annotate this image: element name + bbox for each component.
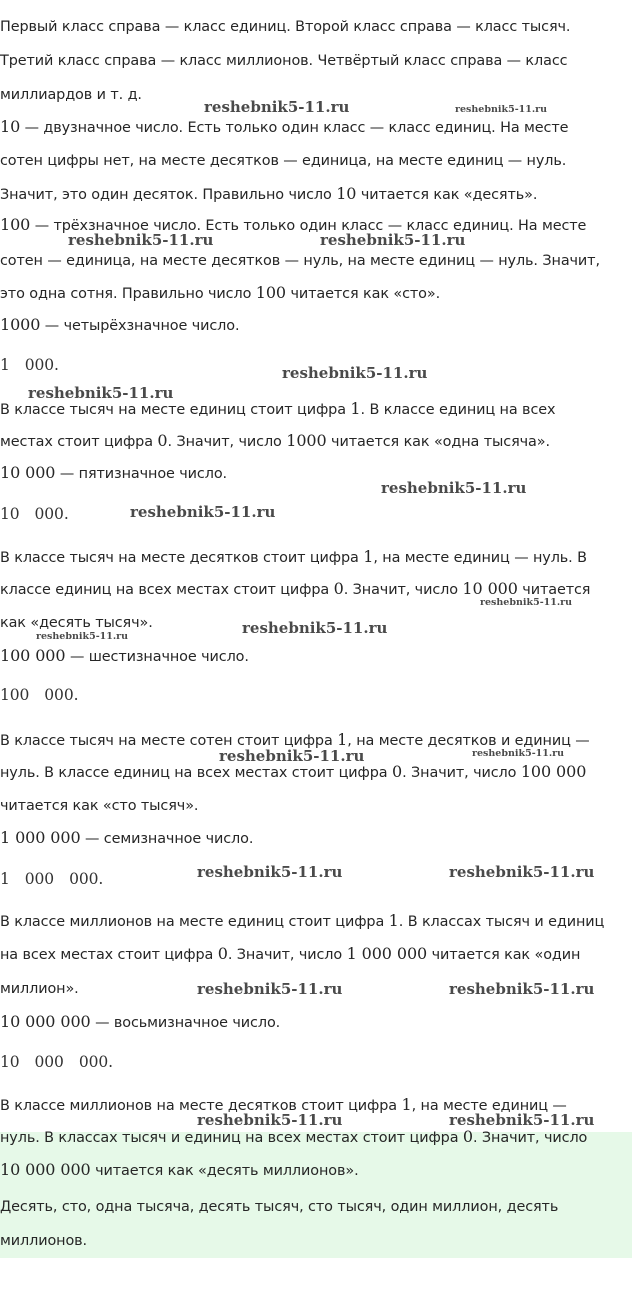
text-line: миллиардов и т. д.: [0, 87, 142, 103]
text-line: это одна сотня. Правильно число 100 читается как «сто».: [0, 283, 441, 302]
number: 10 000 000: [0, 1160, 91, 1179]
number: 100: [0, 215, 31, 234]
text-line: Первый класс справа — класс единиц. Второй класс справа — класс тысяч.: [0, 19, 571, 35]
number: 10 000: [462, 579, 518, 598]
text-line: 1000 — четырёхзначное число.: [0, 315, 240, 334]
text-line: В классе тысяч на месте десятков стоит цифра 1, на месте единиц — нуль. В: [0, 547, 587, 566]
number: 1000: [286, 431, 327, 450]
text-line: 100 000 — шестизначное число.: [0, 646, 249, 665]
class-split: 100 000.: [0, 686, 79, 704]
number: 1: [350, 399, 361, 418]
number: 0: [217, 944, 228, 963]
text-line: В классе тысяч на месте сотен стоит цифра 1, на месте десятков и единиц —: [0, 730, 590, 749]
number: 1: [363, 547, 374, 566]
class-split: 1 000.: [0, 356, 59, 374]
text-line: сотен цифры нет, на месте десятков — единица, на месте единиц — нуль.: [0, 153, 567, 169]
text-line: нуль. В классе единиц на всех местах стоит цифра 0. Значит, число 100 000: [0, 762, 587, 781]
text-line: 1 000 000 — семизначное число.: [0, 828, 254, 847]
answer-highlight: [0, 1132, 632, 1258]
watermark: reshebnik5-11.ru: [455, 104, 548, 115]
watermark: reshebnik5-11.ru: [197, 1111, 343, 1129]
answer-line: миллионов.: [0, 1233, 88, 1249]
text-line: 10 — двузначное число. Есть только один класс — класс единиц. На месте: [0, 117, 569, 136]
number: 100: [255, 283, 286, 302]
watermark: reshebnik5-11.ru: [472, 748, 565, 759]
text-line: миллион».: [0, 981, 79, 997]
watermark: reshebnik5-11.ru: [242, 619, 388, 637]
number: 10: [0, 117, 21, 136]
class-split: 1 000 000.: [0, 870, 104, 888]
number: 0: [333, 579, 344, 598]
number: 1: [401, 1095, 412, 1114]
number: 1: [388, 911, 399, 930]
text-line: В классе тысяч на месте единиц стоит цифра 1. В классе единиц на всех: [0, 399, 556, 418]
number: 10 000 000: [0, 1012, 91, 1031]
text-line: Значит, это один десяток. Правильно число 10 читается как «десять».: [0, 184, 538, 203]
watermark: reshebnik5-11.ru: [36, 631, 129, 642]
text-line: В классе миллионов на месте десятков стоит цифра 1, на месте единиц —: [0, 1095, 567, 1114]
text-line: Третий класс справа — класс миллионов. Четвёртый класс справа — класс: [0, 53, 568, 69]
class-split: 10 000 000.: [0, 1053, 113, 1071]
watermark: reshebnik5-11.ru: [197, 863, 343, 881]
watermark: reshebnik5-11.ru: [449, 863, 595, 881]
watermark: reshebnik5-11.ru: [219, 747, 365, 765]
number: 0: [392, 762, 403, 781]
number: 0: [462, 1127, 473, 1146]
number: 10 000: [0, 463, 56, 482]
text-line: классе единиц на всех местах стоит цифра 0. Значит, число 10 000 читается: [0, 579, 591, 598]
text-line: местах стоит цифра 0. Значит, число 1000 читается как «одна тысяча».: [0, 431, 550, 450]
number: 1000: [0, 315, 41, 334]
watermark: reshebnik5-11.ru: [320, 231, 466, 249]
number: 100 000: [520, 762, 587, 781]
text-line: 10 000 000 читается как «десять миллионов».: [0, 1160, 359, 1179]
text-line: на всех местах стоит цифра 0. Значит, число 1 000 000 читается как «один: [0, 944, 581, 963]
answer-line: Десять, сто, одна тысяча, десять тысяч, сто тысяч, один миллион, десять: [0, 1199, 559, 1215]
number: 0: [157, 431, 168, 450]
text-line: 10 000 000 — восьмизначное число.: [0, 1012, 281, 1031]
class-split: 10 000.: [0, 505, 69, 523]
number: 1 000 000: [346, 944, 428, 963]
number: 1 000 000: [0, 828, 81, 847]
watermark: reshebnik5-11.ru: [282, 364, 428, 382]
text-line: 10 000 — пятизначное число.: [0, 463, 227, 482]
number: 100 000: [0, 646, 66, 665]
number: 1: [337, 730, 348, 749]
text-line: сотен — единица, на месте десятков — нуль, на месте единиц — нуль. Значит,: [0, 253, 600, 269]
text-line: 100 — трёхзначное число. Есть только один класс — класс единиц. На месте: [0, 215, 587, 234]
watermark: reshebnik5-11.ru: [449, 980, 595, 998]
watermark: reshebnik5-11.ru: [204, 98, 350, 116]
watermark: reshebnik5-11.ru: [28, 384, 174, 402]
text-line: В классе миллионов на месте единиц стоит цифра 1. В классах тысяч и единиц: [0, 911, 605, 930]
text-line: как «десять тысяч».: [0, 615, 153, 631]
watermark: reshebnik5-11.ru: [449, 1111, 595, 1129]
text-line: читается как «сто тысяч».: [0, 798, 199, 814]
watermark: reshebnik5-11.ru: [68, 231, 214, 249]
text-line: нуль. В классах тысяч и единиц на всех местах стоит цифра 0. Значит, число: [0, 1127, 588, 1146]
watermark: reshebnik5-11.ru: [197, 980, 343, 998]
number: 10: [336, 184, 357, 203]
watermark: reshebnik5-11.ru: [480, 597, 573, 608]
watermark: reshebnik5-11.ru: [130, 503, 276, 521]
watermark: reshebnik5-11.ru: [381, 479, 527, 497]
